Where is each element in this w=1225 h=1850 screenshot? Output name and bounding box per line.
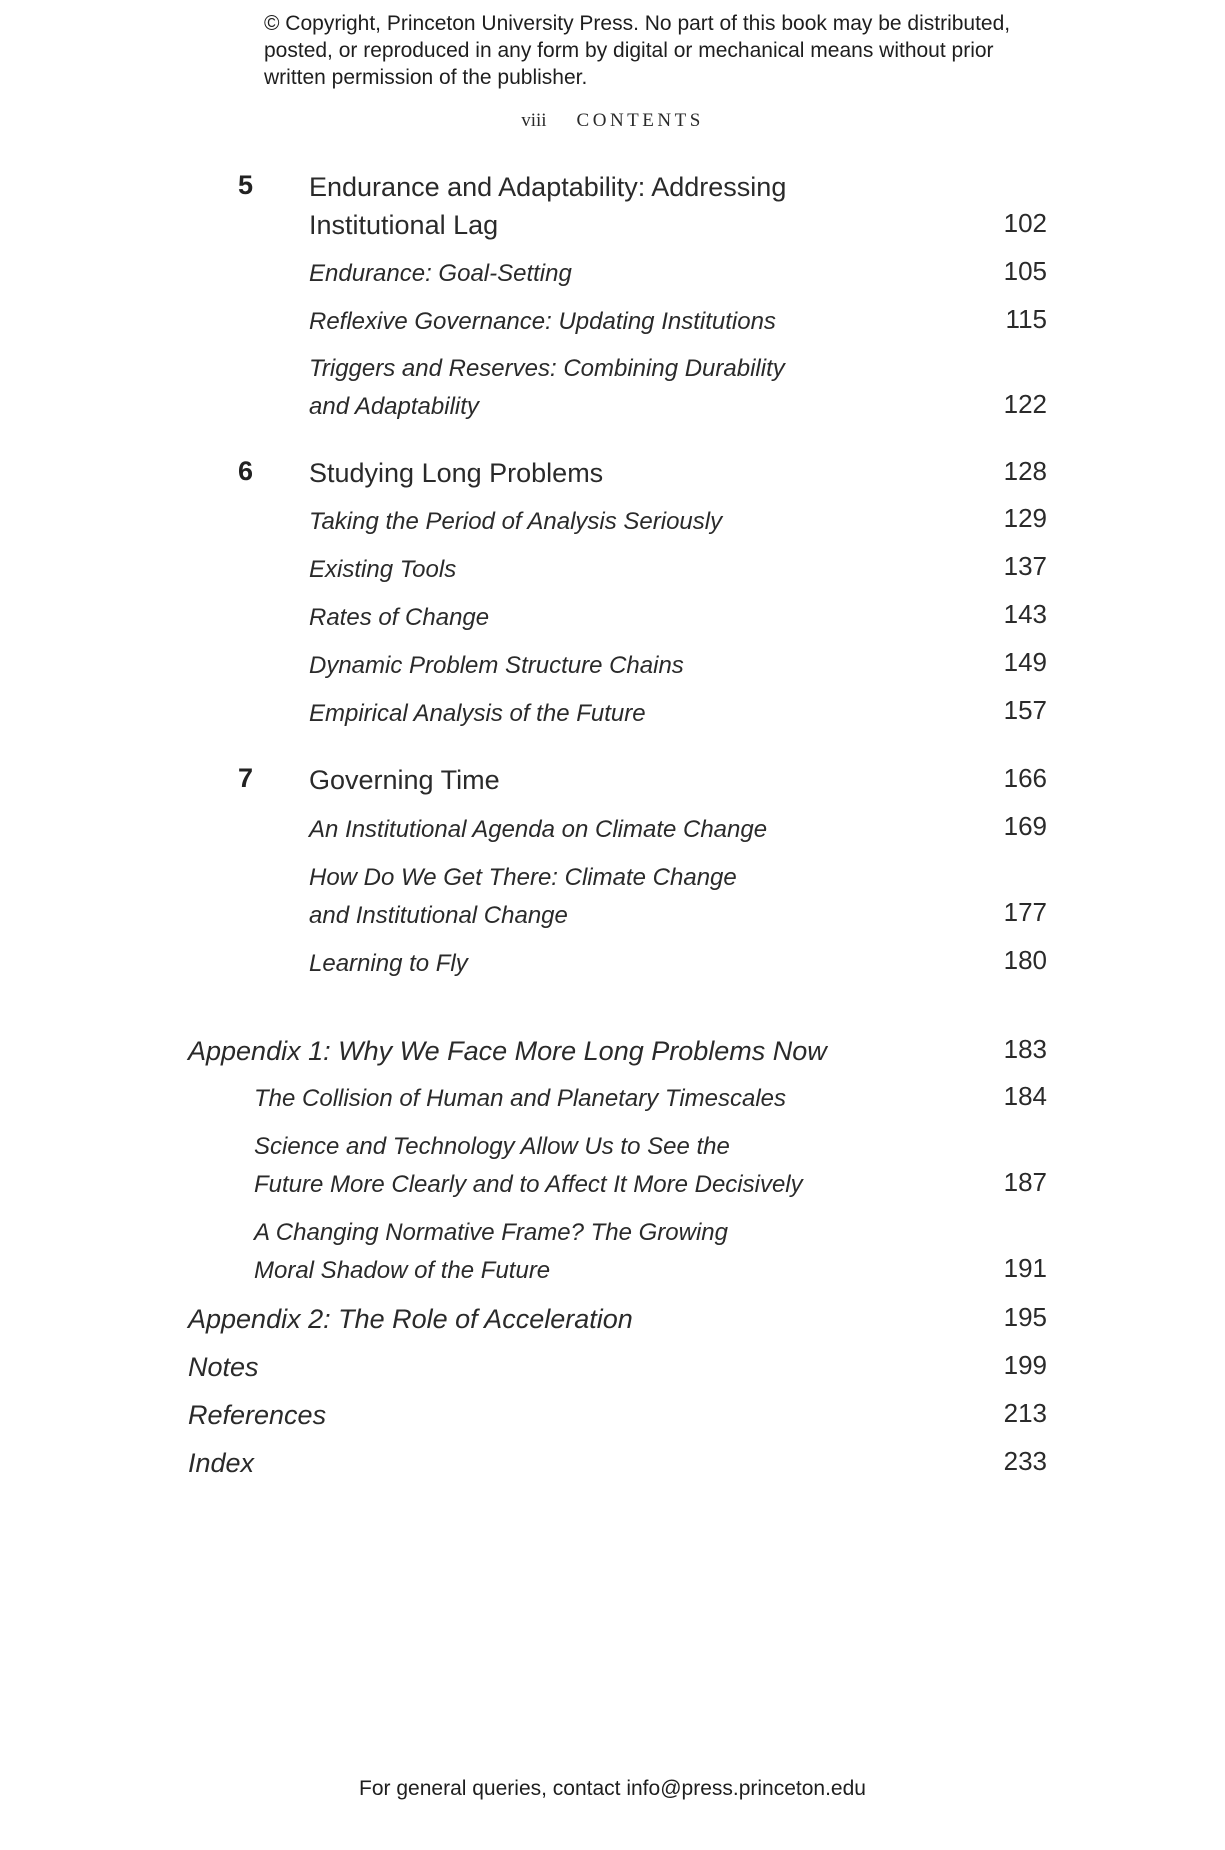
section-page: 137 (1003, 551, 1047, 581)
section-title-line: and Adaptability (309, 393, 479, 420)
running-head-title: CONTENTS (576, 110, 704, 131)
section-page: 180 (1003, 945, 1047, 975)
chapter-number: 5 (238, 170, 254, 200)
section-title-line: and Institutional Change (309, 902, 568, 929)
section-page: 177 (1003, 897, 1047, 927)
section-page: 122 (1003, 389, 1047, 419)
section-page: 157 (1003, 695, 1047, 725)
back-matter-title: Index (188, 1448, 255, 1478)
section-page: 191 (1003, 1253, 1047, 1283)
back-matter-title: Notes (188, 1352, 259, 1382)
appendix-page: 183 (1003, 1034, 1047, 1064)
section-title: Rates of Change (309, 604, 490, 631)
appendix-title: Appendix 1: Why We Face More Long Problems Now (188, 1036, 827, 1066)
section-title-line: Future More Clearly and to Affect It More Decisively (254, 1171, 803, 1198)
section-page: 169 (1003, 811, 1047, 841)
section-title: Existing Tools (309, 556, 457, 583)
chapter-title-line: Institutional Lag (309, 210, 499, 240)
section-page: 115 (1005, 304, 1047, 334)
chapter-number: 7 (238, 763, 254, 793)
section-title-line: Triggers and Reserves: Combining Durability (309, 355, 785, 382)
section-title: Dynamic Problem Structure Chains (309, 652, 684, 679)
chapter-page: 166 (1003, 763, 1047, 793)
section-title: Taking the Period of Analysis Seriously (309, 508, 723, 535)
section-page: 149 (1003, 647, 1047, 677)
chapter-number: 6 (238, 456, 254, 486)
section-title: The Collision of Human and Planetary Timescales (254, 1085, 787, 1112)
chapter-title-line: Endurance and Adaptability: Addressing (309, 172, 787, 202)
back-matter-page: 199 (1003, 1350, 1047, 1380)
section-page: 105 (1003, 256, 1047, 286)
section-title: Empirical Analysis of the Future (309, 700, 646, 727)
back-matter-page: 233 (1003, 1446, 1047, 1476)
section-page: 129 (1003, 503, 1047, 533)
chapter-page: 102 (1003, 208, 1047, 238)
section-title: Reflexive Governance: Updating Institutions (309, 308, 776, 335)
chapter-page: 128 (1003, 456, 1047, 486)
section-title: Learning to Fly (309, 950, 468, 977)
section-title-line: Science and Technology Allow Us to See the (254, 1133, 730, 1160)
section-title: Endurance: Goal-Setting (309, 260, 572, 287)
appendix-page: 195 (1003, 1302, 1047, 1332)
section-page: 184 (1003, 1081, 1047, 1111)
copyright-notice: © Copyright, Princeton University Press. No part of this book may be distributed, posted, or reproduced in any form by digital or mechanical means without prior written permission of the publisher. (264, 12, 1011, 89)
appendix-title: Appendix 2: The Role of Acceleration (188, 1304, 633, 1334)
section-page: 143 (1003, 599, 1047, 629)
section-title-line: A Changing Normative Frame? The Growing (254, 1219, 728, 1246)
chapter-title: Governing Time (309, 765, 500, 795)
section-title-line: Moral Shadow of the Future (254, 1257, 551, 1284)
page-number: viii (521, 110, 547, 131)
running-head (0, 110, 1225, 132)
chapter-title: Studying Long Problems (309, 458, 604, 488)
back-matter-page: 213 (1003, 1398, 1047, 1428)
footer-contact: For general queries, contact info@press.princeton.edu (359, 1777, 866, 1800)
section-title: An Institutional Agenda on Climate Change (309, 816, 768, 843)
section-title-line: How Do We Get There: Climate Change (309, 864, 737, 891)
back-matter-title: References (188, 1400, 327, 1430)
section-page: 187 (1003, 1167, 1047, 1197)
